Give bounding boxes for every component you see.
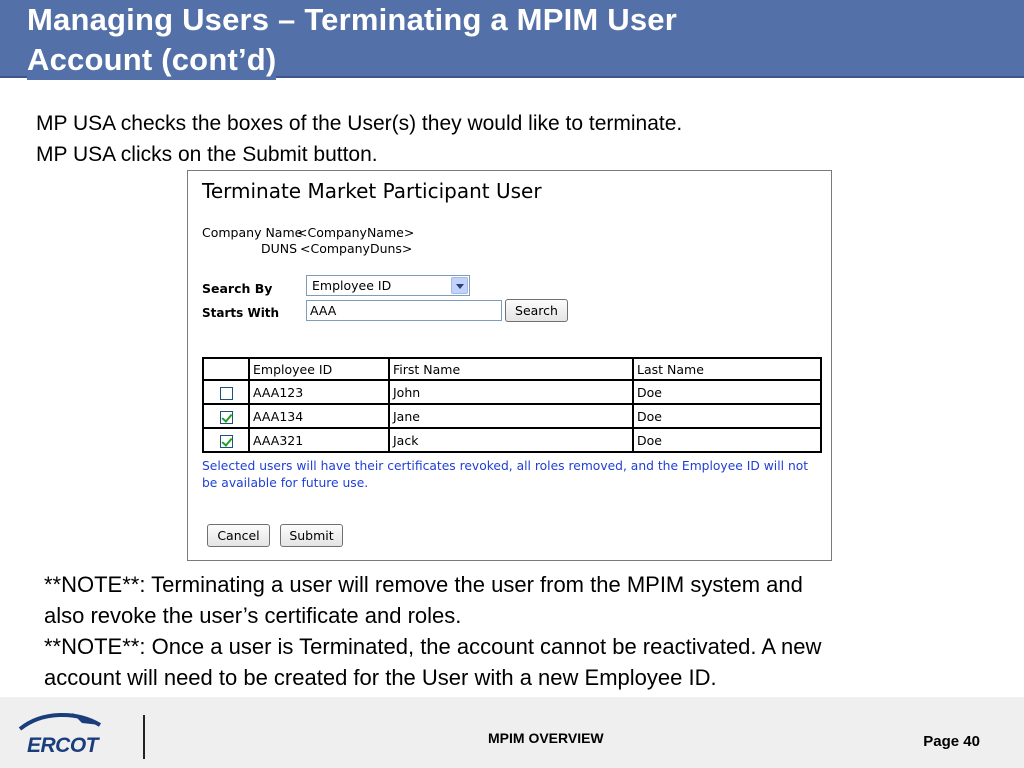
table-header-row — [203, 358, 821, 380]
ercot-logo-text: ERCOT — [27, 734, 98, 757]
duns-label: DUNS — [261, 241, 298, 256]
row-select-cell — [203, 404, 249, 428]
termination-warning-text: Selected users will have their certificates revoked, all roles removed, and the Employee ID will not be available for future use. — [202, 459, 809, 490]
note-line-1: **NOTE**: Terminating a user will remove the user from the MPIM system and — [44, 572, 803, 597]
company-name-value: <CompanyName> — [297, 225, 415, 240]
search-by-selected-value: Employee ID — [312, 278, 392, 293]
company-name-label: Company Name — [202, 225, 303, 240]
slide-title-line-1: Managing Users – Terminating a MPIM User — [27, 2, 677, 37]
note-line-2: also revoke the user’s certificate and roles. — [44, 603, 462, 628]
employee-id-cell: AAA134 — [249, 404, 389, 428]
first-name-cell: Jane — [389, 404, 633, 428]
intro-line-1: MP USA checks the boxes of the User(s) they would like to terminate. — [36, 112, 683, 135]
row-checkbox[interactable] — [220, 411, 233, 424]
search-by-select[interactable] — [306, 275, 470, 296]
submit-button[interactable]: Submit — [280, 524, 343, 547]
last-name-cell: Doe — [633, 404, 821, 428]
row-select-cell — [203, 428, 249, 452]
intro-text — [36, 108, 682, 170]
search-button[interactable]: Search — [505, 299, 568, 322]
note-line-4: account will need to be created for the User with a new Employee ID. — [44, 665, 717, 690]
employee-id-cell: AAA123 — [249, 380, 389, 404]
employee-id-cell: AAA321 — [249, 428, 389, 452]
slide-title — [27, 0, 1007, 80]
note-line-3: **NOTE**: Once a user is Terminated, the account cannot be reactivated. A new — [44, 634, 822, 659]
starts-with-label: Starts With — [202, 306, 280, 320]
row-checkbox[interactable] — [220, 387, 233, 400]
last-name-cell: Doe — [633, 428, 821, 452]
slide-title-line-2: Account (cont’d) — [27, 40, 276, 80]
footer-divider — [143, 715, 145, 759]
footer-presentation-title: MPIM OVERVIEW — [488, 730, 604, 746]
notes-text — [44, 569, 1004, 693]
table-row — [203, 404, 821, 428]
first-name-cell: Jack — [389, 428, 633, 452]
duns-value: <CompanyDuns> — [300, 241, 413, 256]
column-header-first-name: First Name — [389, 358, 633, 380]
table-row — [203, 428, 821, 452]
terminate-user-form-screenshot — [187, 170, 832, 561]
slide-footer — [0, 697, 1024, 768]
column-header-select — [203, 358, 249, 380]
form-title: Terminate Market Participant User — [202, 179, 542, 203]
intro-line-2: MP USA clicks on the Submit button. — [36, 143, 378, 166]
table-row — [203, 380, 821, 404]
ercot-logo — [12, 709, 112, 759]
search-by-label: Search By — [202, 281, 273, 296]
cancel-button[interactable]: Cancel — [207, 524, 270, 547]
chevron-down-icon[interactable] — [451, 277, 468, 294]
last-name-cell: Doe — [633, 380, 821, 404]
column-header-employee-id: Employee ID — [249, 358, 389, 380]
row-checkbox[interactable] — [220, 435, 233, 448]
first-name-cell: John — [389, 380, 633, 404]
column-header-last-name: Last Name — [633, 358, 821, 380]
users-table — [202, 357, 822, 453]
page-number: Page 40 — [923, 733, 980, 750]
starts-with-input[interactable] — [306, 300, 502, 321]
row-select-cell — [203, 380, 249, 404]
